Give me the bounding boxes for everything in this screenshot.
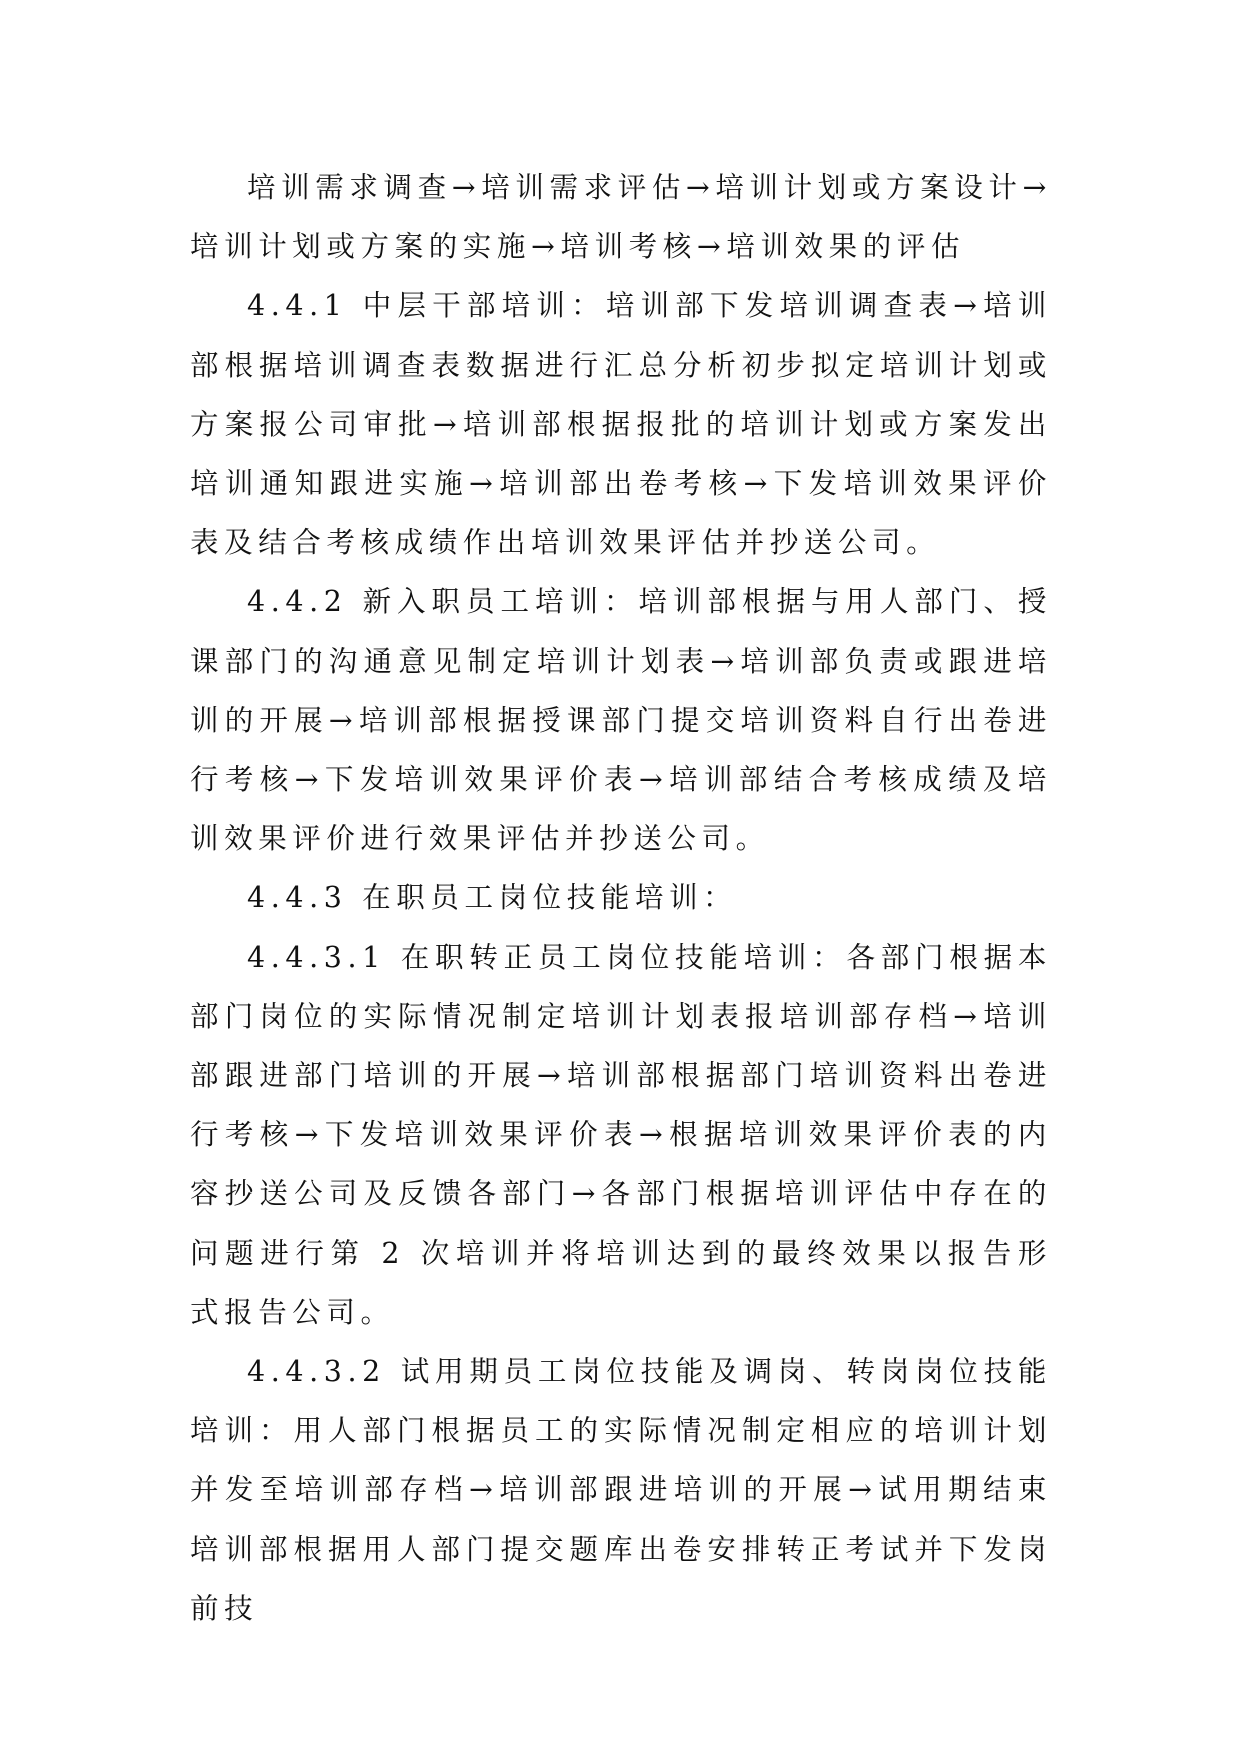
- paragraph-middle-management-training: 4.4.1 中层干部培训：培训部下发培训调查表→培训部根据培训调查表数据进行汇总分析初步拟定培训计划或方案报公司审批→培训部根据报批的培训计划或方案发出培训通知跟进实施→培训部出卷考核→下发培训效果评价表及结合考核成绩作出培训效果评估并抄送公司。: [190, 289, 1052, 560]
- document-body: [190, 158, 1052, 1638]
- paragraph-regular-employee-skill-training: 4.4.3.1 在职转正员工岗位技能培训：各部门根据本部门岗位的实际情况制定培训计划表报培训部存档→培训部跟进部门培训的开展→培训部根据部门培训资料出卷进行考核→下发培训效果评价表→根据培训效果评价表的内容抄送公司及反馈各部门→各部门根据培训评估中存在的问题进行第 2 次培训并将培训达到的最终效果以报告形式报告公司。: [190, 940, 1053, 1329]
- paragraph-probation-transfer-skill-training: 4.4.3.2 试用期员工岗位技能及调岗、转岗岗位技能培训：用人部门根据员工的实际情况制定相应的培训计划并发至培训部存档→培训部跟进培训的开展→试用期结束培训部根据用人部门提交题库出卷安排转正考试并下发岗前技: [190, 1355, 1053, 1625]
- paragraph-new-employee-training: 4.4.2 新入职员工培训：培训部根据与用人部门、授课部门的沟通意见制定培训计划表→培训部负责或跟进培训的开展→培训部根据授课部门提交培训资料自行出卷进行考核→下发培训效果评价表→培训部结合考核成绩及培训效果评价进行效果评估并抄送公司。: [190, 585, 1052, 856]
- paragraph-onjob-skill-heading: 4.4.3 在职员工岗位技能培训：: [247, 881, 738, 915]
- paragraph-training-flow: 培训需求调查→培训需求评估→培训计划或方案设计→培训计划或方案的实施→培训考核→培训效果的评估: [190, 171, 1052, 264]
